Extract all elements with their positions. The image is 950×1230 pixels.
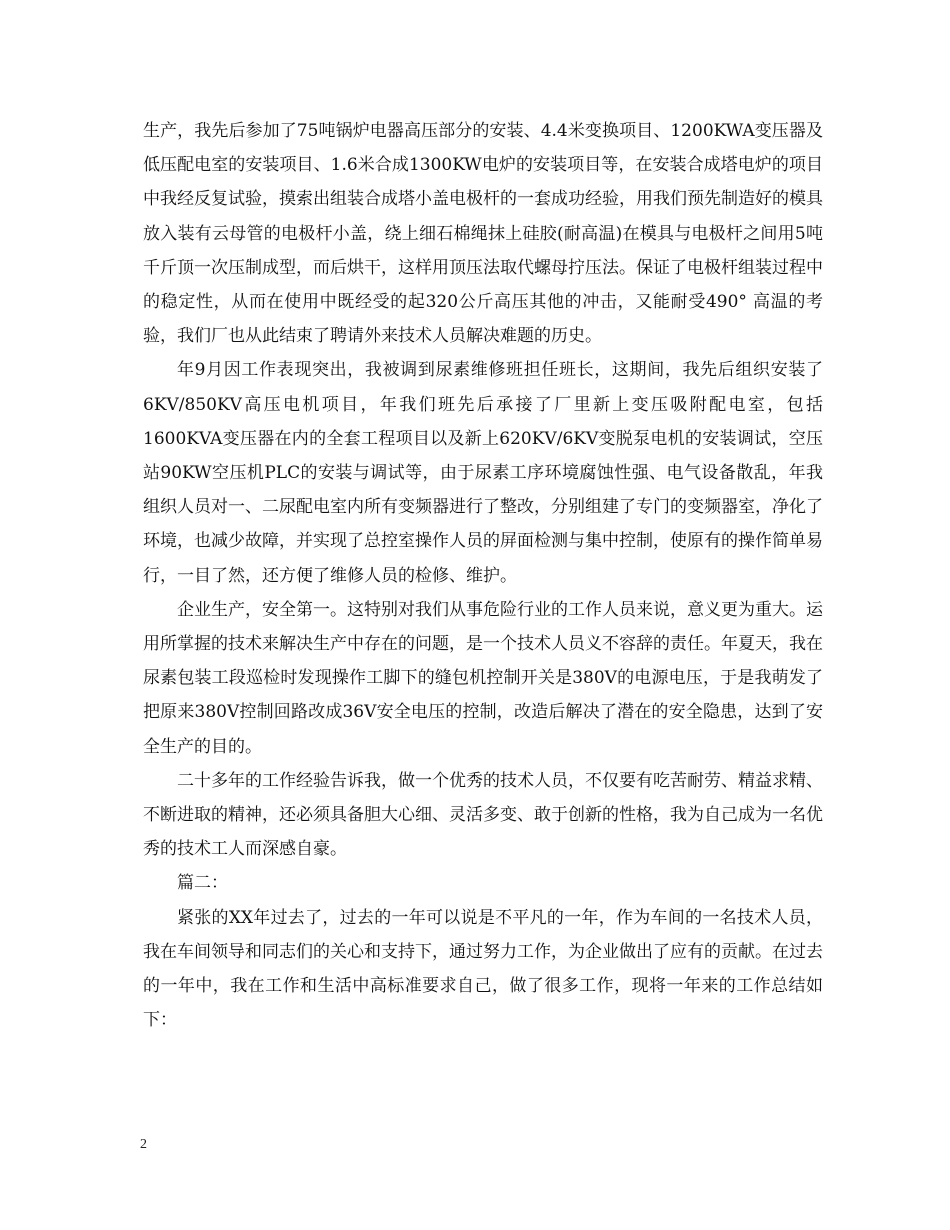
- document-body: [143, 114, 823, 1037]
- section-heading: 篇二：: [177, 873, 228, 894]
- paragraph-4: 二十多年的工作经验告诉我，做一个优秀的技术人员，不仅要有吃苦耐劳、精益求精、不断进取的精神，还必须具备胆大心细、灵活多变、敢于创新的性格，我为自己成为一名优秀的技术工人而深感自豪。: [143, 770, 823, 860]
- page-number: 2: [140, 1137, 147, 1152]
- paragraph-5: 紧张的XX年过去了，过去的一年可以说是不平凡的一年，作为车间的一名技术人员，我在车间领导和同志们的关心和支持下，通过努力工作，为企业做出了应有的贡献。在过去的一年中，我在工作和生活中高标准要求自己，做了很多工作，现将一年来的工作总结如下：: [143, 907, 823, 1031]
- paragraph-2: 年9月因工作表现突出，我被调到尿素维修班担任班长，这期间，我先后组织安装了6KV/850KV高压电机项目，年我们班先后承接了厂里新上变压吸附配电室，包括1600KVA变压器在内的全套工程项目以及新上620KV/6KV变脱泵电机的安装调试，空压站90KW空压机PLC的安装与调试等，由于尿素工序环境腐蚀性强、电气设备散乱，年我组织人员对一、二尿配电室内所有变频器进行了整改，分别组建了专门的变频器室，净化了环境，也减少故障，并实现了总控室操作人员的屏面检测与集中控制，使原有的操作简单易行，一目了然，还方便了维修人员的检修、维护。: [143, 360, 823, 586]
- paragraph-3: 企业生产，安全第一。这特别对我们从事危险行业的工作人员来说，意义更为重大。运用所掌握的技术来解决生产中存在的问题，是一个技术人员义不容辞的责任。年夏天，我在尿素包装工段巡检时发现操作工脚下的缝包机控制开关是380V的电源电压，于是我萌发了把原来380V控制回路改成36V安全电压的控制，改造后解决了潜在的安全隐患，达到了安全生产的目的。: [143, 599, 823, 757]
- paragraph-1: 生产，我先后参加了75吨锅炉电器高压部分的安装、4.4米变换项目、1200KWA变压器及低压配电室的安装项目、1.6米合成1300KW电炉的安装项目等，在安装合成塔电炉的项目中我经反复试验，摸索出组装合成塔小盖电极杆的一套成功经验，用我们预先制造好的模具放入装有云母管的电极杆小盖，绕上细石棉绳抹上硅胶(耐高温)在模具与电极杆之间用5吨千斤顶一次压制成型，而后烘干，这样用顶压法取代螺母拧压法。保证了电极杆组装过程中的稳定性，从而在使用中既经受的起320公斤高压其他的冲击，又能耐受490° 高温的考验，我们厂也从此结束了聘请外来技术人员解决难题的历史。: [143, 121, 823, 347]
